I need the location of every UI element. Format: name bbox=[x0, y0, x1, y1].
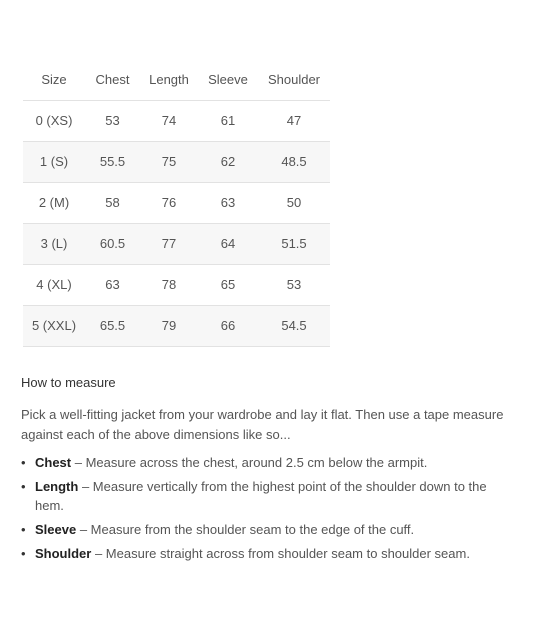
cell-sleeve: 64 bbox=[198, 223, 258, 264]
bullet-icon: • bbox=[21, 455, 26, 470]
list-item bbox=[21, 453, 491, 472]
cell-chest: 63 bbox=[85, 264, 140, 305]
list-item-desc: – Measure from the shoulder seam to the edge of the cuff. bbox=[76, 522, 415, 537]
cell-length: 74 bbox=[140, 100, 198, 141]
header-size: Size bbox=[23, 59, 85, 100]
cell-shoulder: 53 bbox=[258, 264, 330, 305]
table-row bbox=[23, 182, 330, 223]
cell-length: 79 bbox=[140, 305, 198, 346]
table-row bbox=[23, 264, 330, 305]
list-item-term: Length bbox=[35, 479, 79, 494]
header-sleeve: Sleeve bbox=[198, 59, 258, 100]
cell-chest: 65.5 bbox=[85, 305, 140, 346]
cell-size: 1 (S) bbox=[23, 141, 85, 182]
cell-size: 4 (XL) bbox=[23, 264, 85, 305]
list-item-term: Shoulder bbox=[35, 546, 92, 561]
cell-shoulder: 48.5 bbox=[258, 141, 330, 182]
cell-shoulder: 50 bbox=[258, 182, 330, 223]
list-item-desc: – Measure straight across from shoulder seam to shoulder seam. bbox=[91, 546, 470, 561]
cell-chest: 55.5 bbox=[85, 141, 140, 182]
list-item-term: Sleeve bbox=[35, 522, 77, 537]
header-length: Length bbox=[140, 59, 198, 100]
cell-length: 77 bbox=[140, 223, 198, 264]
cell-shoulder: 51.5 bbox=[258, 223, 330, 264]
bullet-icon: • bbox=[21, 546, 26, 561]
cell-length: 75 bbox=[140, 141, 198, 182]
cell-sleeve: 61 bbox=[198, 100, 258, 141]
cell-length: 78 bbox=[140, 264, 198, 305]
cell-size: 0 (XS) bbox=[23, 100, 85, 141]
cell-shoulder: 54.5 bbox=[258, 305, 330, 346]
cell-chest: 53 bbox=[85, 100, 140, 141]
size-table bbox=[23, 59, 330, 347]
list-item bbox=[21, 544, 491, 563]
cell-chest: 60.5 bbox=[85, 223, 140, 264]
header-chest: Chest bbox=[85, 59, 140, 100]
cell-shoulder: 47 bbox=[258, 100, 330, 141]
table-row bbox=[23, 141, 330, 182]
table-row bbox=[23, 305, 330, 346]
cell-sleeve: 65 bbox=[198, 264, 258, 305]
cell-size: 3 (L) bbox=[23, 223, 85, 264]
cell-chest: 58 bbox=[85, 182, 140, 223]
list-item bbox=[21, 477, 491, 515]
bullet-icon: • bbox=[21, 522, 26, 537]
cell-length: 76 bbox=[140, 182, 198, 223]
how-to-measure-intro: Pick a well-fitting jacket from your wardrobe and lay it flat. Then use a tape measure against each of the above dimensions like so... bbox=[21, 407, 504, 442]
cell-sleeve: 62 bbox=[198, 141, 258, 182]
list-item-desc: – Measure across the chest, around 2.5 cm below the armpit. bbox=[71, 455, 428, 470]
table-row bbox=[23, 100, 330, 141]
header-shoulder: Shoulder bbox=[258, 59, 330, 100]
cell-sleeve: 63 bbox=[198, 182, 258, 223]
table-row bbox=[23, 223, 330, 264]
measure-list bbox=[21, 453, 491, 568]
cell-size: 2 (M) bbox=[23, 182, 85, 223]
list-item-term: Chest bbox=[35, 455, 72, 470]
how-to-measure-heading: How to measure bbox=[21, 375, 116, 390]
table-header-row bbox=[23, 59, 330, 100]
cell-size: 5 (XXL) bbox=[23, 305, 85, 346]
list-item bbox=[21, 520, 491, 539]
bullet-icon: • bbox=[21, 479, 26, 494]
list-item-desc: – Measure vertically from the highest point of the shoulder down to the hem. bbox=[35, 479, 487, 513]
cell-sleeve: 66 bbox=[198, 305, 258, 346]
